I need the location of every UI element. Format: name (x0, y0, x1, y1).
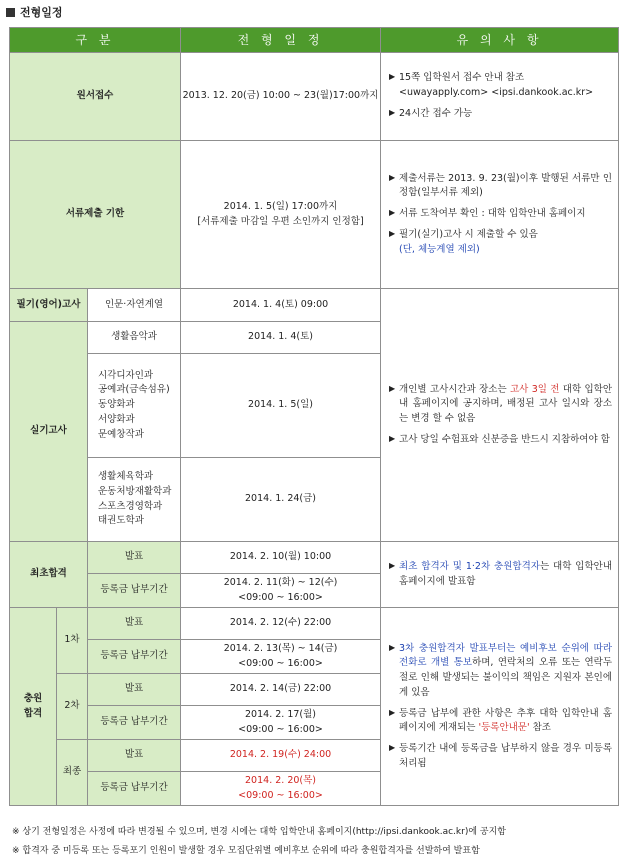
schedule-table (9, 27, 619, 806)
date-round-1-announce: 2014. 2. 12(수) 22:00 (181, 608, 381, 640)
footer-note-1: ※ 상기 전형일정은 사정에 따라 변경될 수 있으며, 변경 시에는 대학 입학안내 홈페이지(http://ipsi.dankook.ac.kr)에 공지함 (12, 827, 506, 837)
section-title-text: 전형일정 (20, 6, 63, 19)
sub-round-2-announce: 발표 (88, 674, 181, 706)
date-first-announce: 2014. 2. 10(월) 10:00 (181, 542, 381, 574)
date-round-final-announce: 2014. 2. 19(수) 24:00 (181, 740, 381, 772)
sub-first-payment: 등록금 납부기간 (88, 574, 181, 608)
sub-practical-2: 시각디자인과 공예과(금속섬유) 동양화과 서양화과 문예창작과 (88, 354, 181, 458)
date-documents: 2014. 1. 5(일) 17:00까지 [서류제출 마감일 우편 소인까지 인정함] (181, 141, 381, 289)
note-item: ▶ 3차 충원합격자 발표부터는 예비후보 순위에 따라 전화로 개별 통보하며, 연락처의 오류 또는 연락두절로 인해 발생되는 불이익의 책임은 지원자 본인에게 있음 (389, 642, 613, 698)
note-item: ▶ 최초 합격자 및 1·2차 충원합격자는 대학 입학안내 홈페이지에 발표함 (389, 560, 613, 587)
sub-first-announce: 발표 (88, 542, 181, 574)
label-practical: 실기고사 (10, 322, 88, 542)
right-triangle-icon: ▶ (389, 707, 396, 717)
date-first-payment: 2014. 2. 11(화) ~ 12(수) <09:00 ~ 16:00> (181, 574, 381, 608)
date-round-2-announce: 2014. 2. 14(금) 22:00 (181, 674, 381, 706)
note-item: ▶ 고사 당일 수험표와 신분증을 반드시 지참하여야 함 (389, 433, 610, 445)
footer-notes (12, 823, 506, 861)
date-practical-1: 2014. 1. 4(토) (181, 322, 381, 354)
label-application: 원서접수 (10, 53, 181, 141)
sub-round-1-announce: 발표 (88, 608, 181, 640)
note-item: ▶ 15쪽 입학원서 접수 안내 참조 <uwayapply.com> <ipsi.dankook.ac.kr> (389, 72, 594, 99)
right-triangle-icon: ▶ (389, 560, 396, 570)
note-item: ▶ 24시간 접수 가능 (389, 107, 473, 119)
right-triangle-icon: ▶ (389, 383, 396, 393)
notes-first-pass (381, 542, 619, 608)
notes-exam (381, 289, 619, 542)
sub-practical-3: 생활체육학과 운동처방재활학과 스포츠경영학과 태권도학과 (88, 458, 181, 542)
notes-additional-pass (381, 608, 619, 806)
date-application: 2013. 12. 20(금) 10:00 ~ 23(월)17:00까지 (181, 53, 381, 141)
row-add-1-announce (10, 608, 619, 640)
right-triangle-icon: ▶ (389, 433, 396, 443)
label-round-final: 최종 (57, 740, 88, 806)
sub-written-exam: 인문·자연계열 (88, 289, 181, 322)
note-urls: <uwayapply.com> <ipsi.dankook.ac.kr> (399, 87, 594, 99)
header-category: 구 분 (10, 28, 181, 53)
sub-round-2-payment: 등록금 납부기간 (88, 706, 181, 740)
header-schedule: 전 형 일 정 (181, 28, 381, 53)
date-round-2-payment: 2014. 2. 17(월) <09:00 ~ 16:00> (181, 706, 381, 740)
note-item: ▶ 등록기간 내에 등록금을 납부하지 않을 경우 미등록 처리됨 (389, 742, 613, 769)
label-documents: 서류제출 기한 (10, 141, 181, 289)
right-triangle-icon: ▶ (389, 208, 396, 218)
date-round-1-payment: 2014. 2. 13(목) ~ 14(금) <09:00 ~ 16:00> (181, 640, 381, 674)
header-notes: 유 의 사 항 (381, 28, 619, 53)
sub-practical-1: 생활음악과 (88, 322, 181, 354)
notes-documents (381, 141, 619, 289)
note-item: ▶ 서류 도착여부 확인 : 대학 입학안내 홈페이지 (389, 208, 586, 220)
note-item: ▶ 등록금 납부에 관한 사항은 추후 대학 입학안내 홈페이지에 게재되는 '등록안내문' 참조 (389, 707, 613, 734)
note-item: ▶ 필기(실기)고사 시 제출할 수 있음 (단, 체능계열 제외) (389, 228, 538, 255)
right-triangle-icon: ▶ (389, 72, 396, 82)
sub-round-final-announce: 발표 (88, 740, 181, 772)
row-documents (10, 141, 619, 289)
right-triangle-icon: ▶ (389, 228, 396, 238)
table-header-row (10, 28, 619, 53)
notes-application (381, 53, 619, 141)
label-round-1: 1차 (57, 608, 88, 674)
row-first-announce (10, 542, 619, 574)
right-triangle-icon: ▶ (389, 742, 396, 752)
section-title (6, 4, 63, 20)
date-round-final-payment: 2014. 2. 20(목) <09:00 ~ 16:00> (181, 772, 381, 806)
label-additional-pass: 충원 합격 (10, 608, 57, 806)
footer-note-2: ※ 합격자 중 미등록 또는 등록포기 인원이 발생할 경우 모집단위별 예비후보 순위에 따라 충원합격자를 선발하여 발표함 (12, 846, 480, 856)
label-round-2: 2차 (57, 674, 88, 740)
date-practical-2: 2014. 1. 5(일) (181, 354, 381, 458)
sub-round-final-payment: 등록금 납부기간 (88, 772, 181, 806)
date-written-exam: 2014. 1. 4(토) 09:00 (181, 289, 381, 322)
right-triangle-icon: ▶ (389, 172, 396, 182)
note-item: ▶ 제출서류는 2013. 9. 23(월)이후 발행된 서류만 인정함(일부서류 제외) (389, 172, 613, 199)
date-practical-3: 2014. 1. 24(금) (181, 458, 381, 542)
right-triangle-icon: ▶ (389, 107, 396, 117)
label-first-pass: 최초합격 (10, 542, 88, 608)
note-exception: (단, 체능계열 제외) (399, 243, 480, 255)
note-item: ▶ 개인별 고사시간과 장소는 고사 3일 전 대학 입학안내 홈페이지에 공지하며, 배정된 고사 일시와 장소는 변경 할 수 없음 (389, 383, 613, 424)
row-application (10, 53, 619, 141)
label-written-exam: 필기(영어)고사 (10, 289, 88, 322)
square-bullet-icon (6, 8, 15, 17)
right-triangle-icon: ▶ (389, 642, 396, 652)
sub-round-1-payment: 등록금 납부기간 (88, 640, 181, 674)
row-written-exam (10, 289, 619, 322)
